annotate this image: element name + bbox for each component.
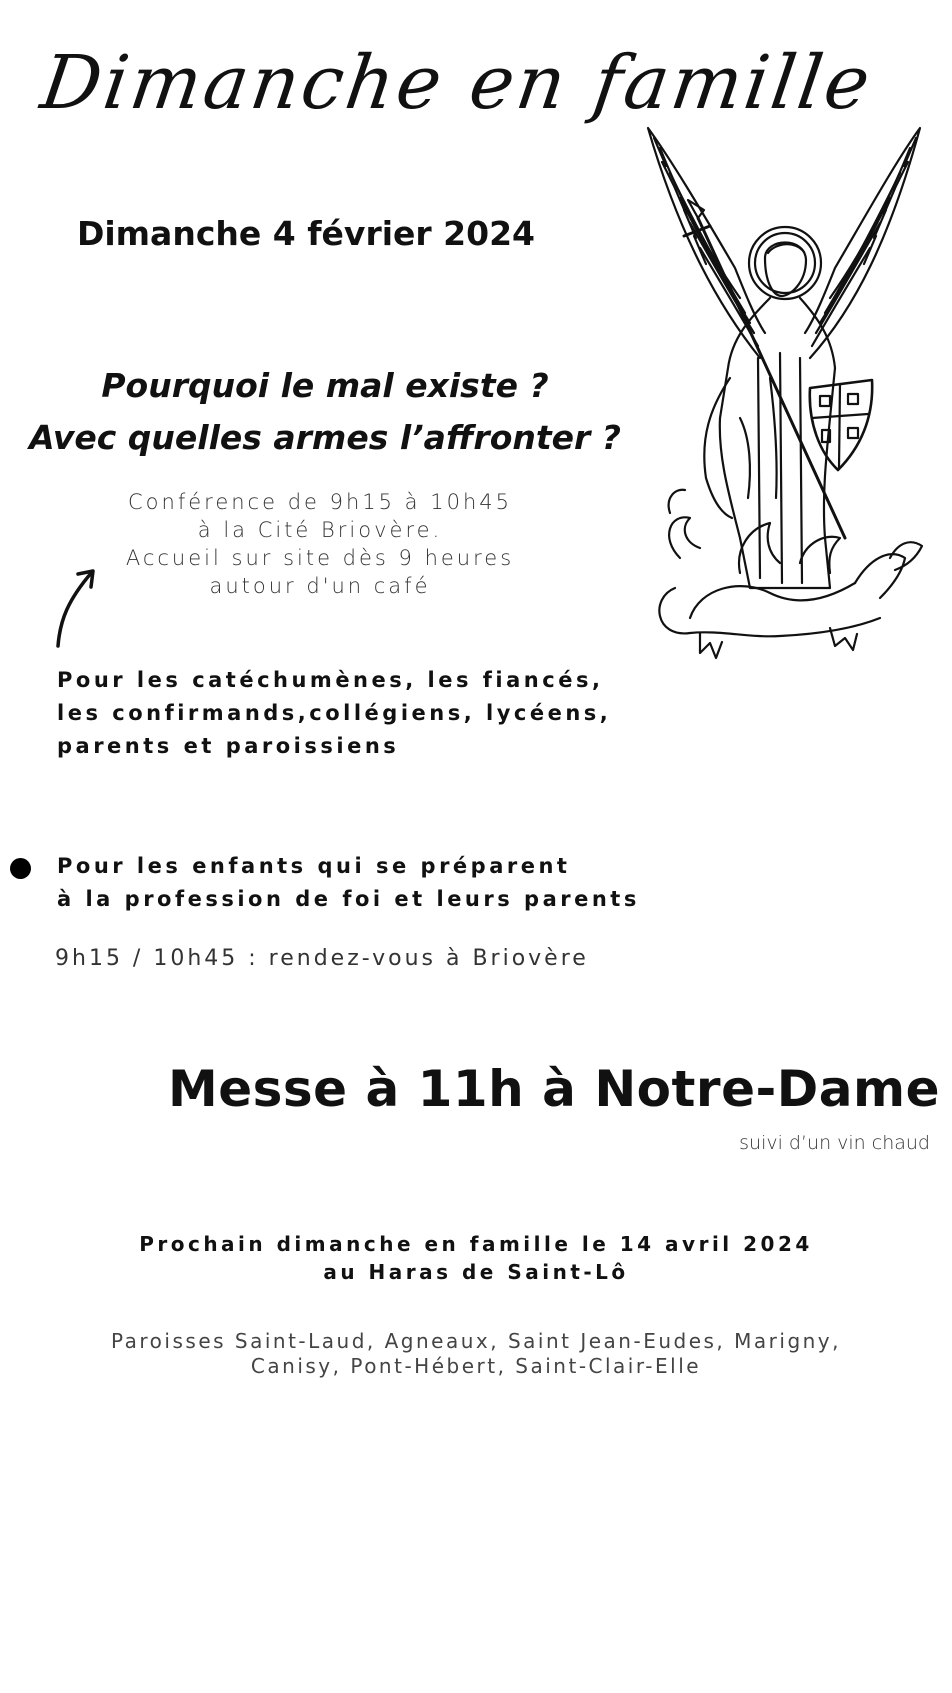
shield-illustration <box>810 380 872 470</box>
next-event <box>0 1230 952 1286</box>
curved-arrow-icon <box>50 560 100 650</box>
kids-schedule: 9h15 / 10h45 : rendez-vous à Briovère <box>55 946 589 971</box>
dragon-illustration <box>659 490 922 658</box>
audience-kids-line-1: Pour les enfants qui se préparent <box>57 854 571 878</box>
question-line-1: Pourquoi le mal existe ? <box>101 366 549 405</box>
conference-question <box>0 360 650 464</box>
halo-illustration <box>749 227 821 299</box>
next-event-line-1: Prochain dimanche en famille le 14 avril 2024 <box>139 1232 813 1256</box>
conference-line-2: à la Cité Briovère. <box>197 518 443 542</box>
conference-info <box>60 488 580 600</box>
bullet-dot-icon <box>10 858 31 879</box>
parishes-line-2: Canisy, Pont-Hébert, Saint-Clair-Elle <box>250 1354 702 1378</box>
mass-title: Messe à 11h à Notre-Dame <box>167 1060 940 1118</box>
conference-line-3: Accueil sur site dès 9 heures <box>125 546 515 570</box>
event-date: Dimanche 4 février 2024 <box>76 214 536 253</box>
right-wing-illustration <box>805 128 920 358</box>
conference-line-1: Conférence de 9h15 à 10h45 <box>128 490 512 514</box>
mass-note: suivi d’un vin chaud <box>739 1132 930 1154</box>
conference-line-4: autour d'un café <box>209 574 431 598</box>
question-line-2: Avec quelles armes l’affronter ? <box>29 418 621 457</box>
audience-adults-line-1: Pour les catéchumènes, les fiancés, <box>57 668 604 692</box>
next-event-line-2: au Haras de Saint-Lô <box>323 1260 629 1284</box>
audience-adults-line-3: parents et paroissiens <box>57 734 400 758</box>
audience-adults-line-2: les confirmands,collégiens, lycéens, <box>57 701 612 725</box>
archangel-michael-illustration <box>640 118 930 688</box>
parishes-line-1: Paroisses Saint-Laud, Agneaux, Saint Jean-Eudes, Marigny, <box>110 1329 842 1353</box>
audience-kids-line-2: à la profession de foi et leurs parents <box>57 887 640 911</box>
audience-adults <box>57 664 611 763</box>
audience-kids <box>57 850 640 916</box>
parishes-list <box>0 1329 952 1379</box>
script-title: Dimanche en famille <box>36 40 878 126</box>
